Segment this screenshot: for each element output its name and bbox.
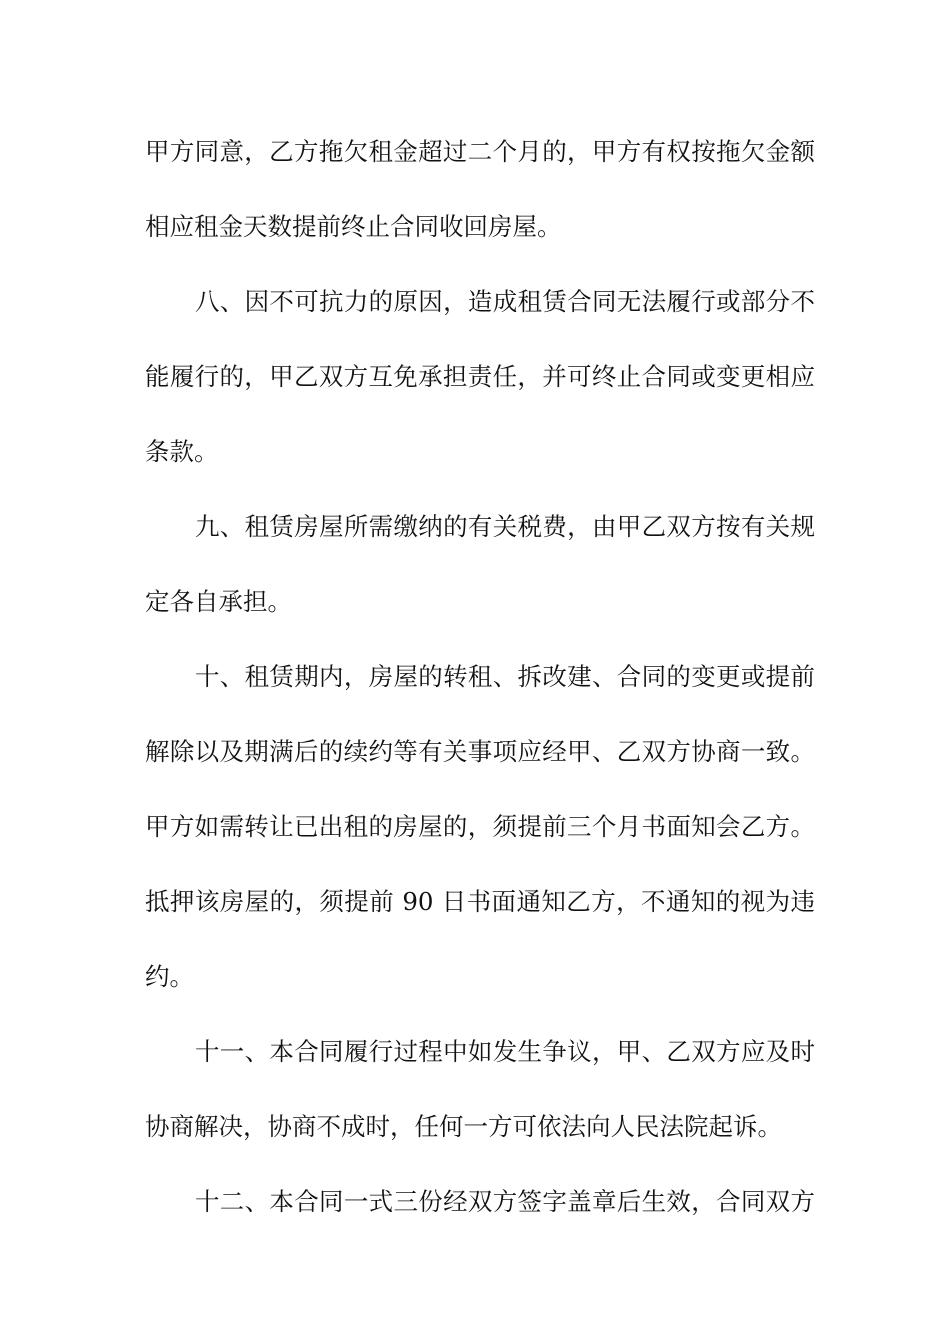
text-line: 抵押该房屋的，须提前 90 日书面通知乙方，不通知的视为违 bbox=[145, 887, 815, 916]
text-line: 甲方同意，乙方拖欠租金超过二个月的，甲方有权按拖欠金额 bbox=[145, 137, 815, 166]
text-line: 甲方如需转让已出租的房屋的，须提前三个月书面知会乙方。 bbox=[145, 812, 815, 841]
paragraph-11-start: 十一、本合同履行过程中如发生争议，甲、乙双方应及时 bbox=[195, 1037, 815, 1066]
text-line: 相应租金天数提前终止合同收回房屋。 bbox=[145, 212, 562, 241]
text-line: 解除以及期满后的续约等有关事项应经甲、乙双方协商一致。 bbox=[145, 737, 815, 766]
text-line: 约。 bbox=[145, 962, 194, 991]
paragraph-9-start: 九、租赁房屋所需缴纳的有关税费，由甲乙双方按有关规 bbox=[195, 512, 815, 541]
paragraph-8-start: 八、因不可抗力的原因，造成租赁合同无法履行或部分不 bbox=[195, 287, 815, 316]
paragraph-12-start: 十二、本合同一式三份经双方签字盖章后生效，合同双方 bbox=[195, 1187, 815, 1216]
text-line: 协商解决，协商不成时，任何一方可依法向人民法院起诉。 bbox=[145, 1112, 782, 1141]
text-line: 能履行的，甲乙双方互免承担责任，并可终止合同或变更相应 bbox=[145, 362, 815, 391]
paragraph-10-start: 十、租赁期内，房屋的转租、拆改建、合同的变更或提前 bbox=[195, 662, 815, 691]
text-line: 条款。 bbox=[145, 437, 219, 466]
text-line: 定各自承担。 bbox=[145, 587, 292, 616]
